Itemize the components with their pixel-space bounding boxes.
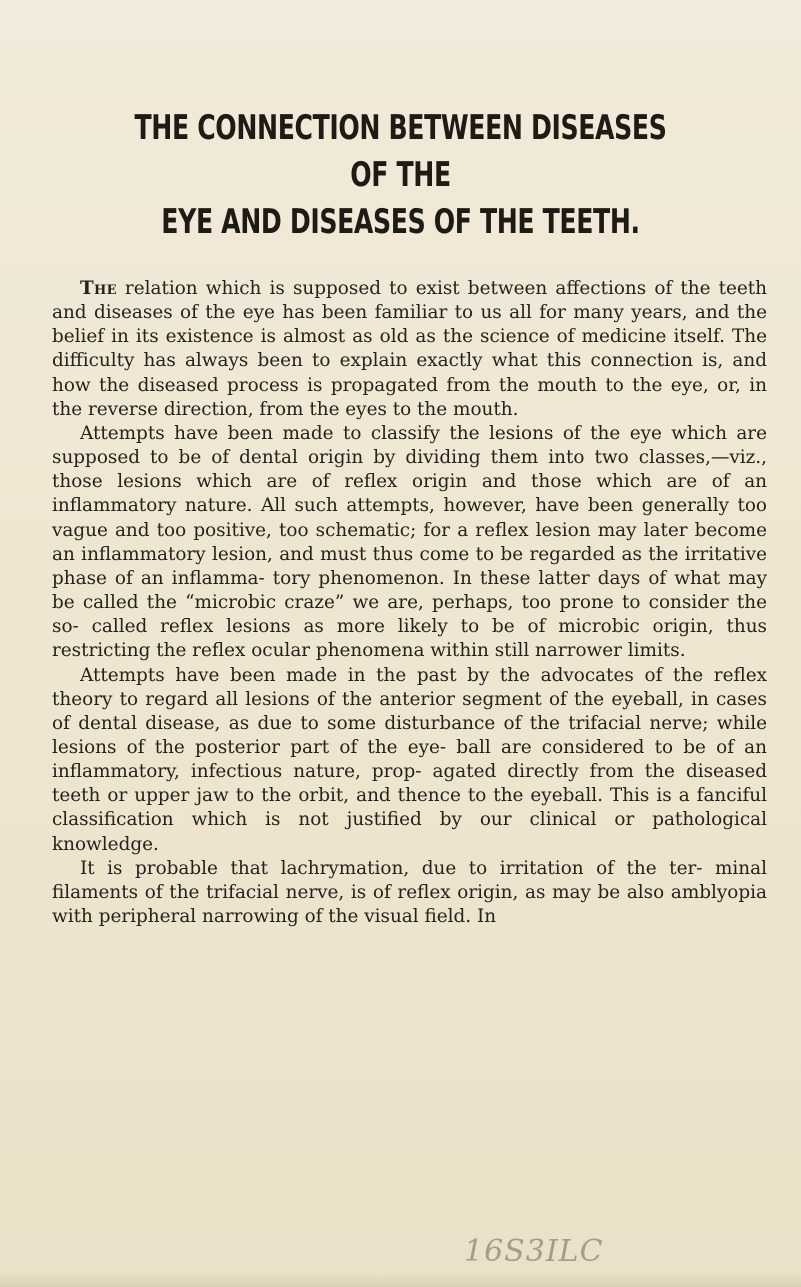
- page-title: [126, 105, 674, 246]
- paragraph-3: Attempts have been made in the past by the advocates of the reflex theory to regard all lesions of the anterior segment of the eyeball, in cases of dental disease, as due to some disturbance of the trifacial nerve; while lesions of the posterior part of the eye- ball are considered to be of an inflammatory, infectious nature, prop- agated directly from the diseased teeth or upper jaw to the orbit, and thence to the eyeball. This is a fanciful classification which is not justified by our clinical or pathological knowledge.: [52, 664, 767, 855]
- paragraph-2: Attempts have been made to classify the lesions of the eye which are supposed to be of dental origin by dividing them into two classes,—viz., those lesions which are of reflex origin and those which are of an inflammatory nature. All such attempts, however, have been generally too vague and too positive, too schematic; for a reflex lesion may later become an inflammatory lesion, and must thus come to be regarded as the irritative phase of an inflamma- tory phenomenon. In these latter days of what may be called the “microbic craze” we are, perhaps, too prone to consider the so- called reflex lesions as more likely to be of microbic origin, thus restricting the reflex ocular phenomena within still narrower limits.: [52, 422, 767, 662]
- title-line-2: EYE AND DISEASES OF THE TEETH.: [161, 201, 640, 242]
- paragraph-4: It is probable that lachrymation, due to irritation of the ter- minal filaments of the trifacial nerve, is of reflex origin, as may be also amblyopia with peripheral narrowing of the visual field. In: [52, 857, 767, 928]
- body-text: [52, 277, 767, 929]
- handwritten-marking-text: 16S3ILC: [464, 1234, 604, 1269]
- paragraph-1: [52, 277, 767, 422]
- title-line-1: THE CONNECTION BETWEEN DISEASES OF THE: [134, 107, 667, 195]
- handwritten-marking: [458, 1225, 604, 1269]
- lead-word: The: [80, 278, 117, 299]
- paragraph-1-text: relation which is supposed to exist between affections of the teeth and diseases of the eye has been familiar to us all for many years, and the belief in its existence is almost as old as the science of medicine itself. The difficulty has always been to explain exactly what this connection is, and how the diseased process is propagated from the mouth to the eye, or, in the reverse direction, from the eyes to the mouth.: [52, 278, 767, 420]
- page-edge-shadow: [0, 1273, 801, 1287]
